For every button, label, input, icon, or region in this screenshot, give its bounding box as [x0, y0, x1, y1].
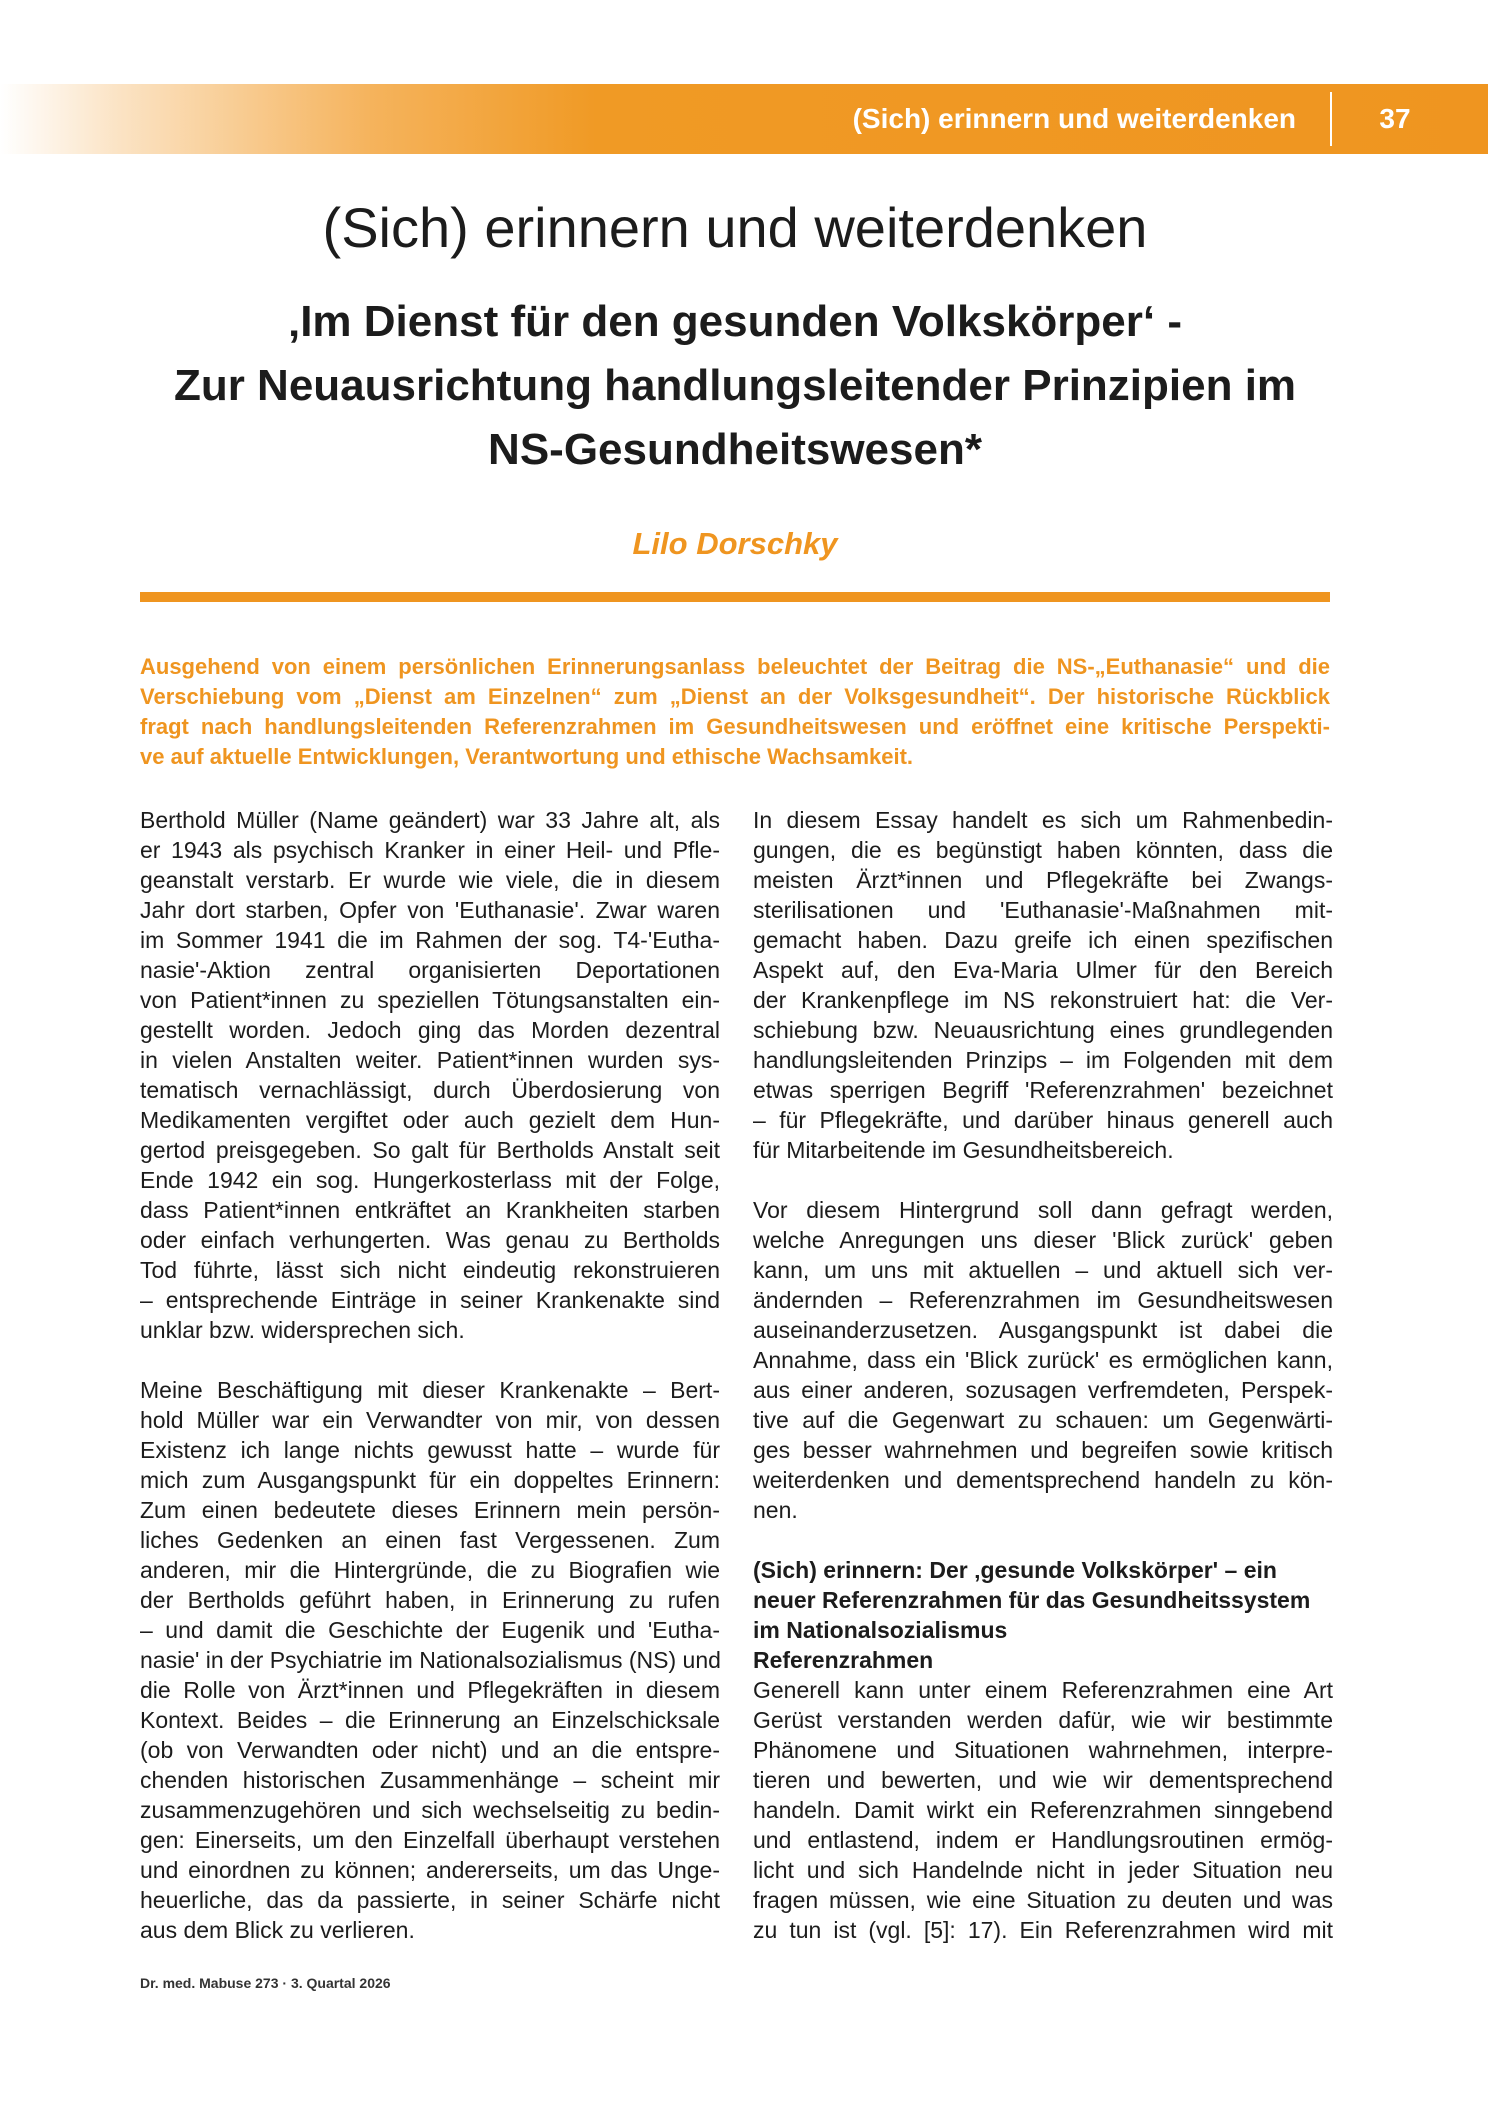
text-line: gertod preisgegeben. So galt für Bertholds Anstalt seit	[140, 1137, 720, 1163]
text-line: unklar bzw. widersprechen sich.	[140, 1317, 465, 1343]
text-line: nen.	[753, 1497, 798, 1523]
text-line: Generell kann unter einem Referenzrahmen eine Art	[753, 1677, 1333, 1703]
text-line: zu tun ist (vgl. [5]: 17). Ein Referenzrahmen wird mit	[753, 1917, 1333, 1943]
text-line: gestellt worden. Jedoch ging das Morden dezentral	[140, 1017, 720, 1043]
paragraph	[140, 805, 720, 1345]
author-name: Lilo Dorschky	[632, 526, 838, 561]
text-line: auseinanderzusetzen. Ausgangspunkt ist dabei die	[753, 1317, 1333, 1343]
text-line: In diesem Essay handelt es sich um Rahmenbedin-	[753, 807, 1333, 833]
text-line: gemacht haben. Dazu greife ich einen spezifischen	[753, 927, 1333, 953]
text-line: fragen müssen, wie eine Situation zu deuten und was	[753, 1887, 1333, 1913]
text-line: Meine Beschäftigung mit dieser Krankenakte – Bert-	[140, 1377, 720, 1403]
text-line: weiterdenken und dementsprechend handeln zu kön-	[753, 1467, 1333, 1493]
text-line: oder einfach verhungerten. Was genau zu Bertholds	[140, 1227, 720, 1253]
text-line: der Bertholds geführt haben, in Erinnerung zu rufen	[140, 1587, 720, 1613]
text-line: er 1943 als psychisch Kranker in einer Heil- und Pfle-	[140, 837, 720, 863]
text-line: tive auf die Gegenwart zu schauen: um Gegenwärti-	[753, 1407, 1333, 1433]
text-line: Vor diesem Hintergrund soll dann gefragt werden,	[753, 1197, 1333, 1223]
paragraph	[753, 1675, 1333, 1945]
abstract-line: ve auf aktuelle Entwicklungen, Verantwortung und ethische Wachsamkeit.	[140, 744, 914, 769]
article-title: (Sich) erinnern und weiterdenken	[322, 196, 1148, 259]
text-line: Zum einen bedeutete dieses Erinnern mein persön-	[140, 1497, 720, 1523]
text-line: ändernden – Referenzrahmen im Gesundheitswesen	[753, 1287, 1333, 1313]
paragraph	[140, 1375, 720, 1945]
text-line: für Mitarbeitende im Gesundheitsbereich.	[753, 1137, 1174, 1163]
text-line: im Sommer 1941 die im Rahmen der sog. T4-'Eutha-	[140, 927, 720, 953]
text-line: mich zum Ausgangspunkt für ein doppeltes Erinnern:	[140, 1467, 720, 1493]
text-line: und entlastend, indem er Handlungsroutinen ermög-	[753, 1827, 1333, 1853]
text-line: dass Patient*innen entkräftet an Krankheiten starben	[140, 1197, 720, 1223]
running-title: (Sich) erinnern und weiterdenken	[852, 103, 1296, 134]
heading-line: neuer Referenzrahmen für das Gesundheitssystem	[753, 1587, 1311, 1613]
text-line: Jahr dort starben, Opfer von 'Euthanasie'. Zwar waren	[140, 897, 720, 923]
text-line: Medikamenten vergiftet oder auch gezielt dem Hun-	[140, 1107, 720, 1133]
text-line: Kontext. Beides – die Erinnerung an Einzelschicksale	[140, 1707, 720, 1733]
right-column	[753, 805, 1333, 1945]
text-line: meisten Ärzt*innen und Pflegekräfte bei Zwangs-	[753, 867, 1333, 893]
text-line: schiebung bzw. Neuausrichtung eines grundlegenden	[753, 1017, 1333, 1043]
article-subtitle	[140, 290, 1330, 482]
text-line: sterilisationen und 'Euthanasie'-Maßnahmen mit-	[753, 897, 1333, 923]
text-line: handlungsleitenden Prinzips – im Folgenden mit dem	[753, 1047, 1333, 1073]
text-line: aus einer anderen, sozusagen verfremdeten, Perspek-	[753, 1377, 1333, 1403]
text-line: handeln. Damit wirkt ein Referenzrahmen sinngebend	[753, 1797, 1333, 1823]
text-line: chenden historischen Zusammenhänge – scheint mir	[140, 1767, 720, 1793]
title-rule	[140, 592, 1330, 602]
text-line: der Krankenpflege im NS rekonstruiert hat: die Ver-	[753, 987, 1333, 1013]
text-line: hold Müller war ein Verwandter von mir, von dessen	[140, 1407, 720, 1433]
text-line: etwas sperrigen Begriff 'Referenzrahmen' bezeichnet	[753, 1077, 1333, 1103]
text-line: – und damit die Geschichte der Eugenik und 'Eutha-	[140, 1617, 720, 1643]
heading-line: (Sich) erinnern: Der ‚gesunde Volkskörper' – ein	[753, 1557, 1277, 1583]
text-line: die Rolle von Ärzt*innen und Pflegekräften in diesem	[140, 1677, 720, 1703]
text-line: licht und sich Handelnde nicht in jeder Situation neu	[753, 1857, 1333, 1883]
text-line: – für Pflegekräfte, und darüber hinaus generell auch	[753, 1107, 1333, 1133]
text-line: Aspekt auf, den Eva-Maria Ulmer für den Bereich	[753, 957, 1333, 983]
text-line: nasie'-Aktion zentral organisierten Deportationen	[140, 957, 720, 983]
heading-line: im Nationalsozialismus	[753, 1617, 1008, 1643]
text-line: anderen, mir die Hintergründe, die zu Biografien wie	[140, 1557, 720, 1583]
text-line: gen: Einerseits, um den Einzelfall überhaupt verstehen	[140, 1827, 720, 1853]
paragraph	[753, 1195, 1333, 1525]
text-line: gungen, die es begünstigt haben könnten, dass die	[753, 837, 1333, 863]
text-line: Phänomene und Situationen wahrnehmen, interpre-	[753, 1737, 1333, 1763]
text-line: in vielen Anstalten weiter. Patient*innen wurden sys-	[140, 1047, 720, 1073]
page-number: 37	[1379, 103, 1411, 134]
text-line: tieren und bewerten, und wie wir dementsprechend	[753, 1767, 1333, 1793]
text-line: – entsprechende Einträge in seiner Krankenakte sind	[140, 1287, 720, 1313]
text-line: Ende 1942 ein sog. Hungerkosterlass mit der Folge,	[140, 1167, 720, 1193]
section-heading	[753, 1555, 1333, 1645]
text-line: Berthold Müller (Name geändert) war 33 Jahre alt, als	[140, 807, 720, 833]
subheading: Referenzrahmen	[753, 1647, 934, 1673]
text-line: aus dem Blick zu verlieren.	[140, 1917, 415, 1943]
subtitle-line: ‚Im Dienst für den gesunden Volkskörper‘ -	[287, 297, 1182, 346]
abstract	[140, 652, 1330, 772]
subtitle-line: Zur Neuausrichtung handlungsleitender Prinzipien im	[173, 361, 1297, 410]
text-line: (ob von Verwandten oder nicht) und an die entspre-	[140, 1737, 720, 1763]
text-line: Tod führte, lässt sich nicht eindeutig rekonstruieren	[140, 1257, 720, 1283]
text-line: liches Gedenken an einen fast Vergessenen. Zum	[140, 1527, 720, 1553]
text-line: von Patient*innen zu speziellen Tötungsanstalten ein-	[140, 987, 720, 1013]
text-line: zusammenzugehören und sich wechselseitig zu bedin-	[140, 1797, 720, 1823]
footer-citation: Dr. med. Mabuse 273 · 3. Quartal 2026	[140, 1975, 391, 1991]
abstract-line: Verschiebung vom „Dienst am Einzelnen“ zum „Dienst an der Volksgesundheit“. Der historische Rückblick	[140, 684, 1330, 709]
paragraph	[753, 805, 1333, 1165]
text-line: und einordnen zu können; andererseits, um das Unge-	[140, 1857, 720, 1883]
text-line: ges besser wahrnehmen und begreifen sowie kritisch	[753, 1437, 1333, 1463]
text-line: heuerliche, das da passierte, in seiner Schärfe nicht	[140, 1887, 720, 1913]
left-column	[140, 805, 720, 1945]
text-line: tematisch vernachlässigt, durch Überdosierung von	[140, 1077, 720, 1103]
text-line: Existenz ich lange nichts gewusst hatte – wurde für	[140, 1437, 720, 1463]
abstract-line: Ausgehend von einem persönlichen Erinnerungsanlass beleuchtet der Beitrag die NS-„Euthanasie“ und die	[140, 654, 1330, 679]
text-line: Gerüst verstanden werden dafür, wie wir bestimmte	[753, 1707, 1333, 1733]
subtitle-line: NS-Gesundheitswesen*	[488, 425, 982, 474]
abstract-line: fragt nach handlungsleitenden Referenzrahmen im Gesundheitswesen und eröffnet eine kritische Perspekti-	[140, 714, 1330, 739]
text-line: welche Anregungen uns dieser 'Blick zurück' geben	[753, 1227, 1333, 1253]
text-line: kann, um uns mit aktuellen – und aktuell sich ver-	[753, 1257, 1333, 1283]
text-line: nasie' in der Psychiatrie im Nationalsozialismus (NS) und	[140, 1647, 721, 1673]
text-line: Annahme, dass ein 'Blick zurück' es ermöglichen kann,	[753, 1347, 1333, 1373]
text-line: geanstalt verstarb. Er wurde wie viele, die in diesem	[140, 867, 720, 893]
